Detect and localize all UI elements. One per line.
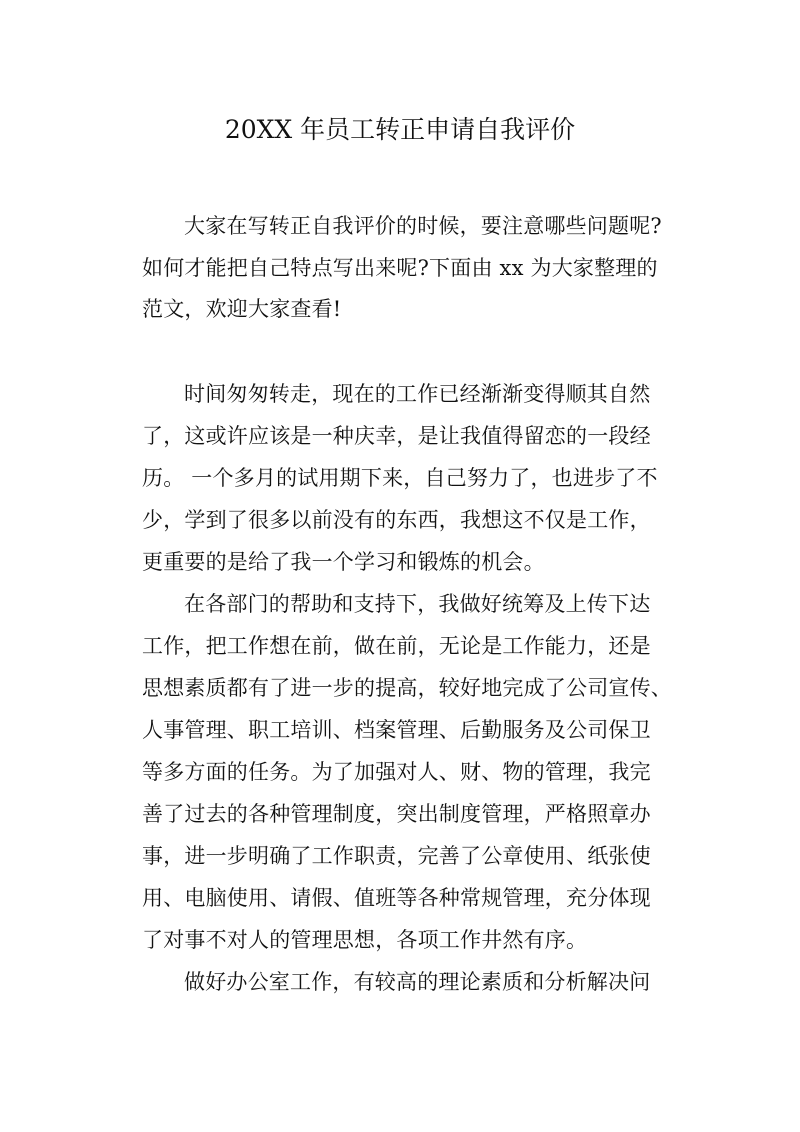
paragraph-line: 了对事不对人的管理思想，各项工作井然有序。 (142, 928, 588, 952)
paragraph-line: 等多方面的任务。为了加强对人、财、物的管理，我完 (142, 760, 651, 784)
paragraph-line: 少，学到了很多以前没有的东西，我想这不仅是工作， (142, 508, 651, 532)
document-title: 20XX 年员工转正申请自我评价 (224, 115, 576, 144)
paragraph-line: 用、电脑使用、请假、值班等各种常规管理，充分体现 (142, 886, 651, 910)
paragraph-line: 历。 一个多月的试用期下来，自己努力了，也进步了不 (142, 466, 658, 490)
paragraph-line: 时间匆匆转走，现在的工作已经渐渐变得顺其自然 (184, 382, 651, 406)
paragraph-line: 大家在写转正自我评价的时候，要注意哪些问题呢? (184, 214, 662, 238)
paragraph-line: 范文，欢迎大家查看! (142, 297, 342, 321)
paragraph-line: 做好办公室工作，有较高的理论素质和分析解决问 (184, 970, 651, 994)
paragraph-line: 人事管理、职工培训、档案管理、后勤服务及公司保卫 (142, 718, 651, 742)
paragraph-line: 在各部门的帮助和支持下，我做好统筹及上传下达 (184, 592, 651, 616)
paragraph-line: 更重要的是给了我一个学习和锻炼的机会。 (142, 550, 545, 574)
paragraph-line: 了，这或许应该是一种庆幸，是让我值得留恋的一段经 (142, 424, 651, 448)
paragraph-line: 如何才能把自己特点写出来呢?下面由 xx 为大家整理的 (142, 256, 658, 280)
paragraph-line: 工作，把工作想在前，做在前，无论是工作能力，还是 (142, 634, 651, 658)
paragraph-line: 思想素质都有了进一步的提高，较好地完成了公司宣传、 (142, 676, 672, 700)
paragraph-line: 善了过去的各种管理制度，突出制度管理，严格照章办 (142, 802, 651, 826)
paragraph-line: 事，进一步明确了工作职责，完善了公章使用、纸张使 (142, 844, 651, 868)
